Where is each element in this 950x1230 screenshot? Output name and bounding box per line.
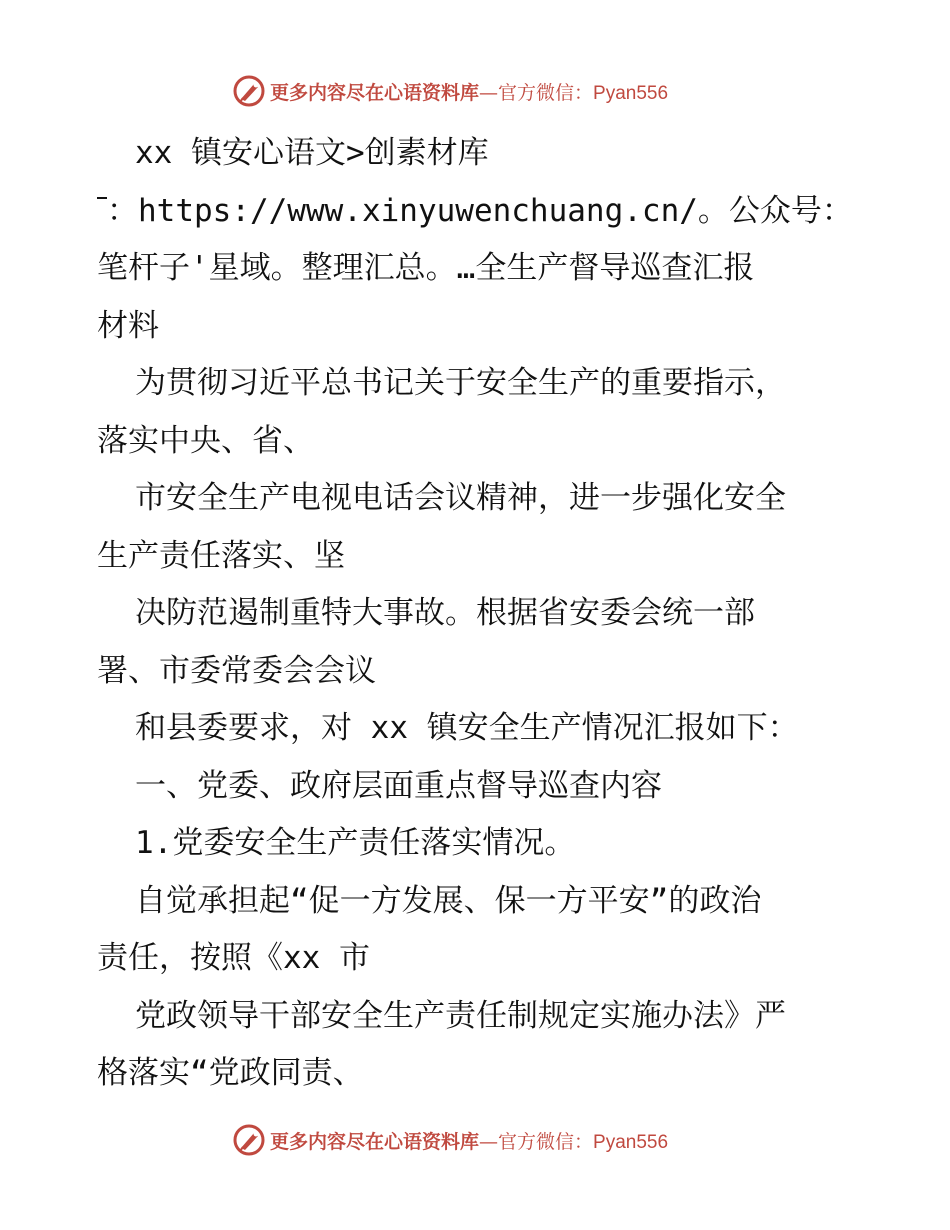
text-line-content: 市安全生产电视电话会议精神，进一步强化安全 [135, 480, 786, 516]
text-line-content: 责任，按照《xx 市 [97, 940, 370, 976]
banner-wechat-id: Pyan556 [593, 1131, 669, 1153]
text-line-content: 生产责任落实、坚 [97, 537, 345, 574]
banner-main-text: 更多内容尽在心语资料库 [270, 81, 480, 104]
text-line-content: 为贯彻习近平总书记关于安全生产的重要指示， [135, 365, 786, 401]
text-line-content: 一、党委、政府层面重点督导巡查内容 [135, 767, 662, 804]
banner-separator: — [479, 1130, 499, 1153]
text-line-content: 格落实“党政同责、 [97, 1055, 364, 1091]
text-line [97, 988, 867, 1046]
leading-mark [97, 197, 107, 199]
text-line-content: 1.党委安全生产责任落实情况。 [135, 825, 576, 861]
text-line-content: xx 镇安心语文>创素材库 [135, 135, 489, 171]
text-line [97, 873, 867, 931]
text-line-content: 笔杆子'星域。整理汇总。…全生产督导巡查汇报 [97, 250, 755, 286]
text-line-content: 和县委要求，对 xx 镇安全生产情况汇报如下： [135, 710, 799, 746]
quill-pen-icon [232, 74, 266, 108]
banner-main-text: 更多内容尽在心语资料库 [270, 1130, 480, 1153]
text-line [97, 470, 867, 528]
banner-official-label: 官方微信： [498, 1130, 594, 1153]
text-line [97, 240, 867, 298]
text-line [97, 643, 867, 701]
text-line-content: 自觉承担起“促一方发展、保一方平安”的政治 [135, 882, 762, 919]
banner-text [270, 78, 668, 105]
text-line [97, 700, 867, 758]
text-line [97, 355, 867, 413]
text-line-content: ：https://www.xinyuwenchuang.cn/。公众号： [107, 192, 853, 229]
header-banner [232, 72, 732, 110]
footer-banner [232, 1121, 732, 1159]
text-line [97, 815, 867, 873]
text-line [97, 528, 867, 586]
text-line [97, 930, 867, 988]
text-line [97, 1045, 867, 1103]
text-line-content: 决防范遏制重特大事故。根据省安委会统一部 [135, 595, 755, 631]
banner-text [270, 1127, 668, 1154]
banner-official-label: 官方微信： [498, 81, 594, 104]
text-line [97, 298, 867, 356]
text-line [97, 183, 867, 241]
text-line-content: 材料 [97, 307, 159, 344]
text-line [97, 758, 867, 816]
document-body [97, 125, 867, 1103]
text-line-content: 落实中央、省、 [97, 422, 314, 459]
quill-pen-icon [232, 1123, 266, 1157]
text-line [97, 585, 867, 643]
text-line-content: 党政领导干部安全生产责任制规定实施办法》严 [135, 997, 786, 1034]
banner-separator: — [479, 81, 499, 104]
text-line [97, 125, 867, 183]
banner-wechat-id: Pyan556 [593, 82, 669, 104]
text-line-content: 署、市委常委会会议 [97, 652, 376, 689]
text-line [97, 413, 867, 471]
